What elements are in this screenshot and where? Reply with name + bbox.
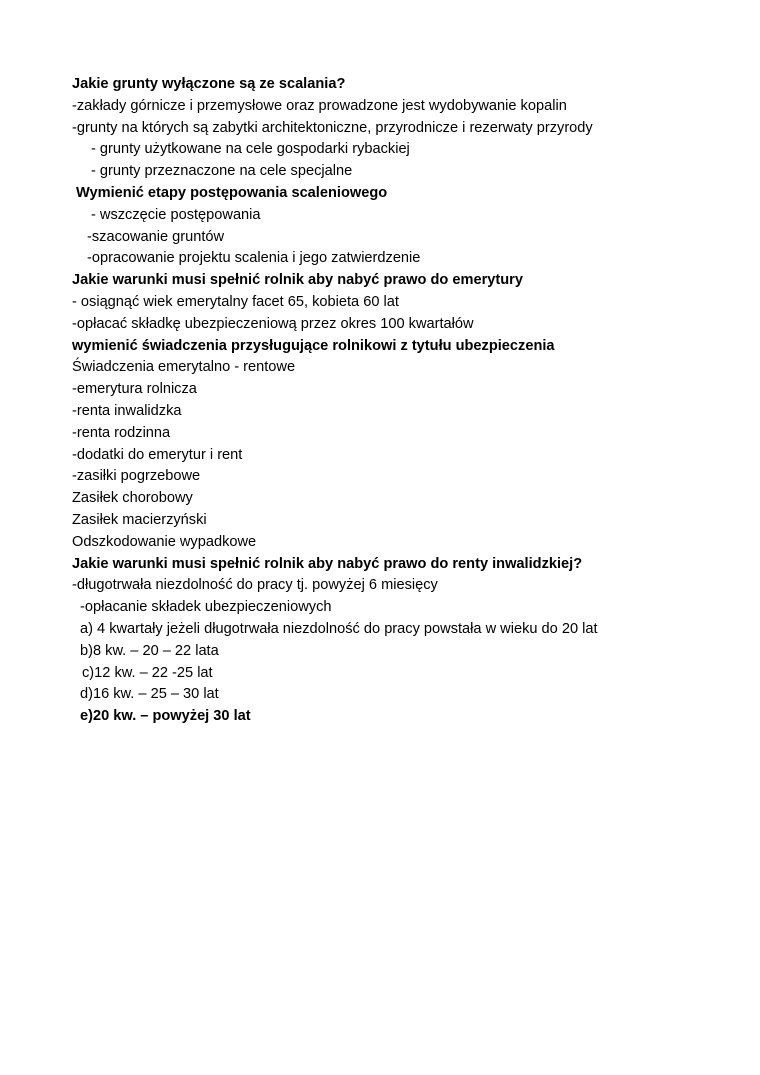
answer-line: -grunty na których są zabytki architektoniczne, przyrodnicze i rezerwaty przyrody (72, 119, 593, 136)
answer-line: -opłacać składkę ubezpieczeniową przez okres 100 kwartałów (72, 315, 474, 332)
answer-line: c)12 kw. – 22 -25 lat (82, 664, 213, 681)
answer-line: -zakłady górnicze i przemysłowe oraz prowadzone jest wydobywanie kopalin (72, 97, 567, 114)
answer-line: -zasiłki pogrzebowe (72, 468, 201, 485)
answer-line: e)20 kw. – powyżej 30 lat (80, 708, 251, 725)
answer-line: - grunty użytkowane na cele gospodarki rybackiej (91, 141, 410, 158)
answer-line: - wszczęcie postępowania (91, 206, 261, 223)
document-body (72, 74, 722, 728)
answer-line: Zasiłek chorobowy (72, 490, 193, 507)
answer-line: -dodatki do emerytur i rent (72, 446, 243, 463)
answer-line: -renta rodzinna (72, 424, 171, 441)
answer-line: Odszkodowanie wypadkowe (72, 533, 257, 550)
answer-line: d)16 kw. – 25 – 30 lat (80, 686, 219, 703)
answer-line: -renta inwalidzka (72, 402, 182, 419)
question-heading: wymienić świadczenia przysługujące rolnikowi z tytułu ubezpieczenia (72, 337, 555, 354)
answer-line: a) 4 kwartały jeżeli długotrwała niezdolność do pracy powstała w wieku do 20 lat (80, 620, 598, 637)
question-heading: Wymienić etapy postępowania scaleniowego (76, 184, 388, 201)
answer-line: b)8 kw. – 20 – 22 lata (80, 642, 219, 659)
answer-line: -szacowanie gruntów (87, 228, 225, 245)
answer-line: Świadczenia emerytalno - rentowe (72, 359, 296, 376)
question-heading: Jakie warunki musi spełnić rolnik aby nabyć prawo do emerytury (72, 272, 523, 289)
answer-line: -emerytura rolnicza (72, 381, 197, 398)
answer-line: Zasiłek macierzyński (72, 511, 207, 528)
answer-line: - grunty przeznaczone na cele specjalne (91, 163, 353, 180)
answer-line: -opracowanie projektu scalenia i jego zatwierdzenie (87, 250, 421, 267)
answer-line: -długotrwała niezdolność do pracy tj. powyżej 6 miesięcy (72, 577, 438, 594)
question-heading: Jakie grunty wyłączone są ze scalania? (72, 76, 346, 92)
question-heading: Jakie warunki musi spełnić rolnik aby nabyć prawo do renty inwalidzkiej? (72, 555, 583, 572)
answer-line: -opłacanie składek ubezpieczeniowych (80, 599, 332, 616)
answer-line: - osiągnąć wiek emerytalny facet 65, kobieta 60 lat (72, 293, 399, 310)
